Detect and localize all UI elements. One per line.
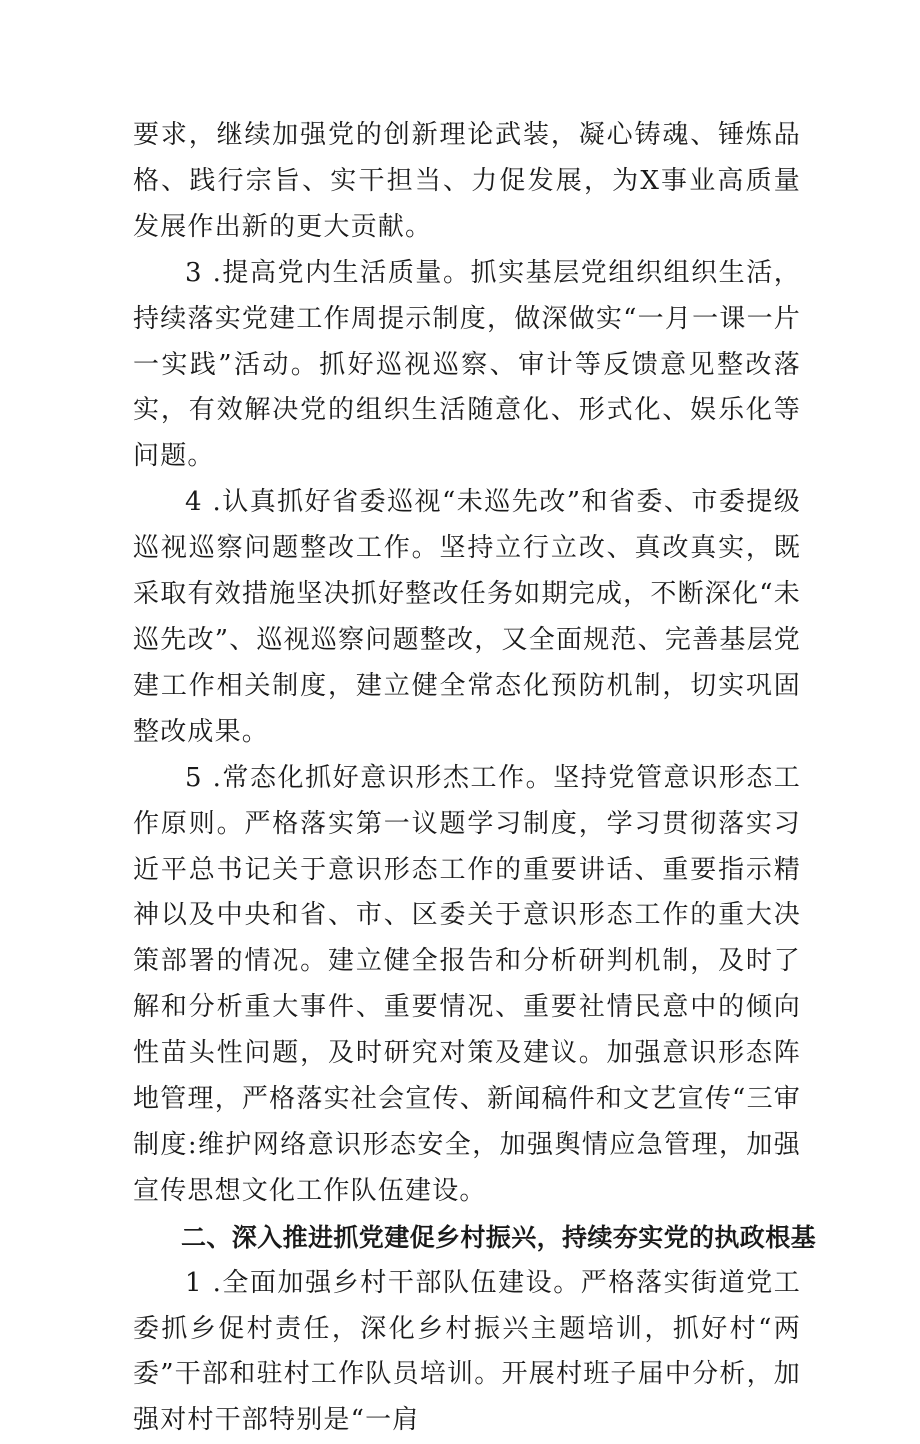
paragraph-item-5: 5 .常态化抓好意识形杰工作。坚持党管意识形态工作原则。严格落实第一议题学习制度，学习贯彻落实习近平总书记关于意识形态工作的重要讲话、重要指示精神以及中央和省、市、区委关于意识形态工作的重大决策部署的情况。建立健全报告和分析研判机制，及时了解和分析重大事件、重要情况、重要社情民意中的倾向性苗头性问题，及时研究对策及建议。加强意识形态阵地管理，严格落实社会宣传、新闻稿件和文艺宣传“三审制度:维护网络意识形态安全，加强舆情应急管理，加强宣传思想文化工作队伍建设。 — [133, 762, 801, 1206]
paragraph-continuation: 要求，继续加强党的创新理论武装，凝心铸魂、锤炼品格、践行宗旨、实干担当、力促发展，为X事业高质量发展作出新的更大贡献。 — [133, 120, 801, 242]
section-heading-2: 二、深入推进抓党建促乡村振兴，持续夯实党的执政根基 — [181, 1222, 817, 1252]
paragraph-item-3: 3 .提高党内生活质量。抓实基层党组织组织生活，持续落实党建工作周提示制度，做深做实“一月一课一片一实践”活动。抓好巡视巡察、审计等反馈意见整改落实，有效解决党的组织生活随意化、形式化、娱乐化等问题。 — [133, 257, 801, 472]
document-body — [133, 113, 817, 1444]
paragraph-item-4: 4 .认真抓好省委巡视“未巡先改”和省委、市委提级巡视巡察问题整改工作。坚持立行立改、真改真实，既采取有效措施坚决抓好整改任务如期完成，不断深化“未巡先改”、巡视巡察问题整改，又全面规范、完善基层党建工作相关制度，建立健全常态化预防机制，切实巩固整改成果。 — [133, 487, 801, 747]
paragraph-section2-item-1: 1 .全面加强乡村干部队伍建设。严格落实街道党工委抓乡促村责任，深化乡村振兴主题培训，抓好村“两委”干部和驻村工作队员培训。开展村班子届中分析，加强对村干部特别是“一肩 — [133, 1267, 801, 1436]
